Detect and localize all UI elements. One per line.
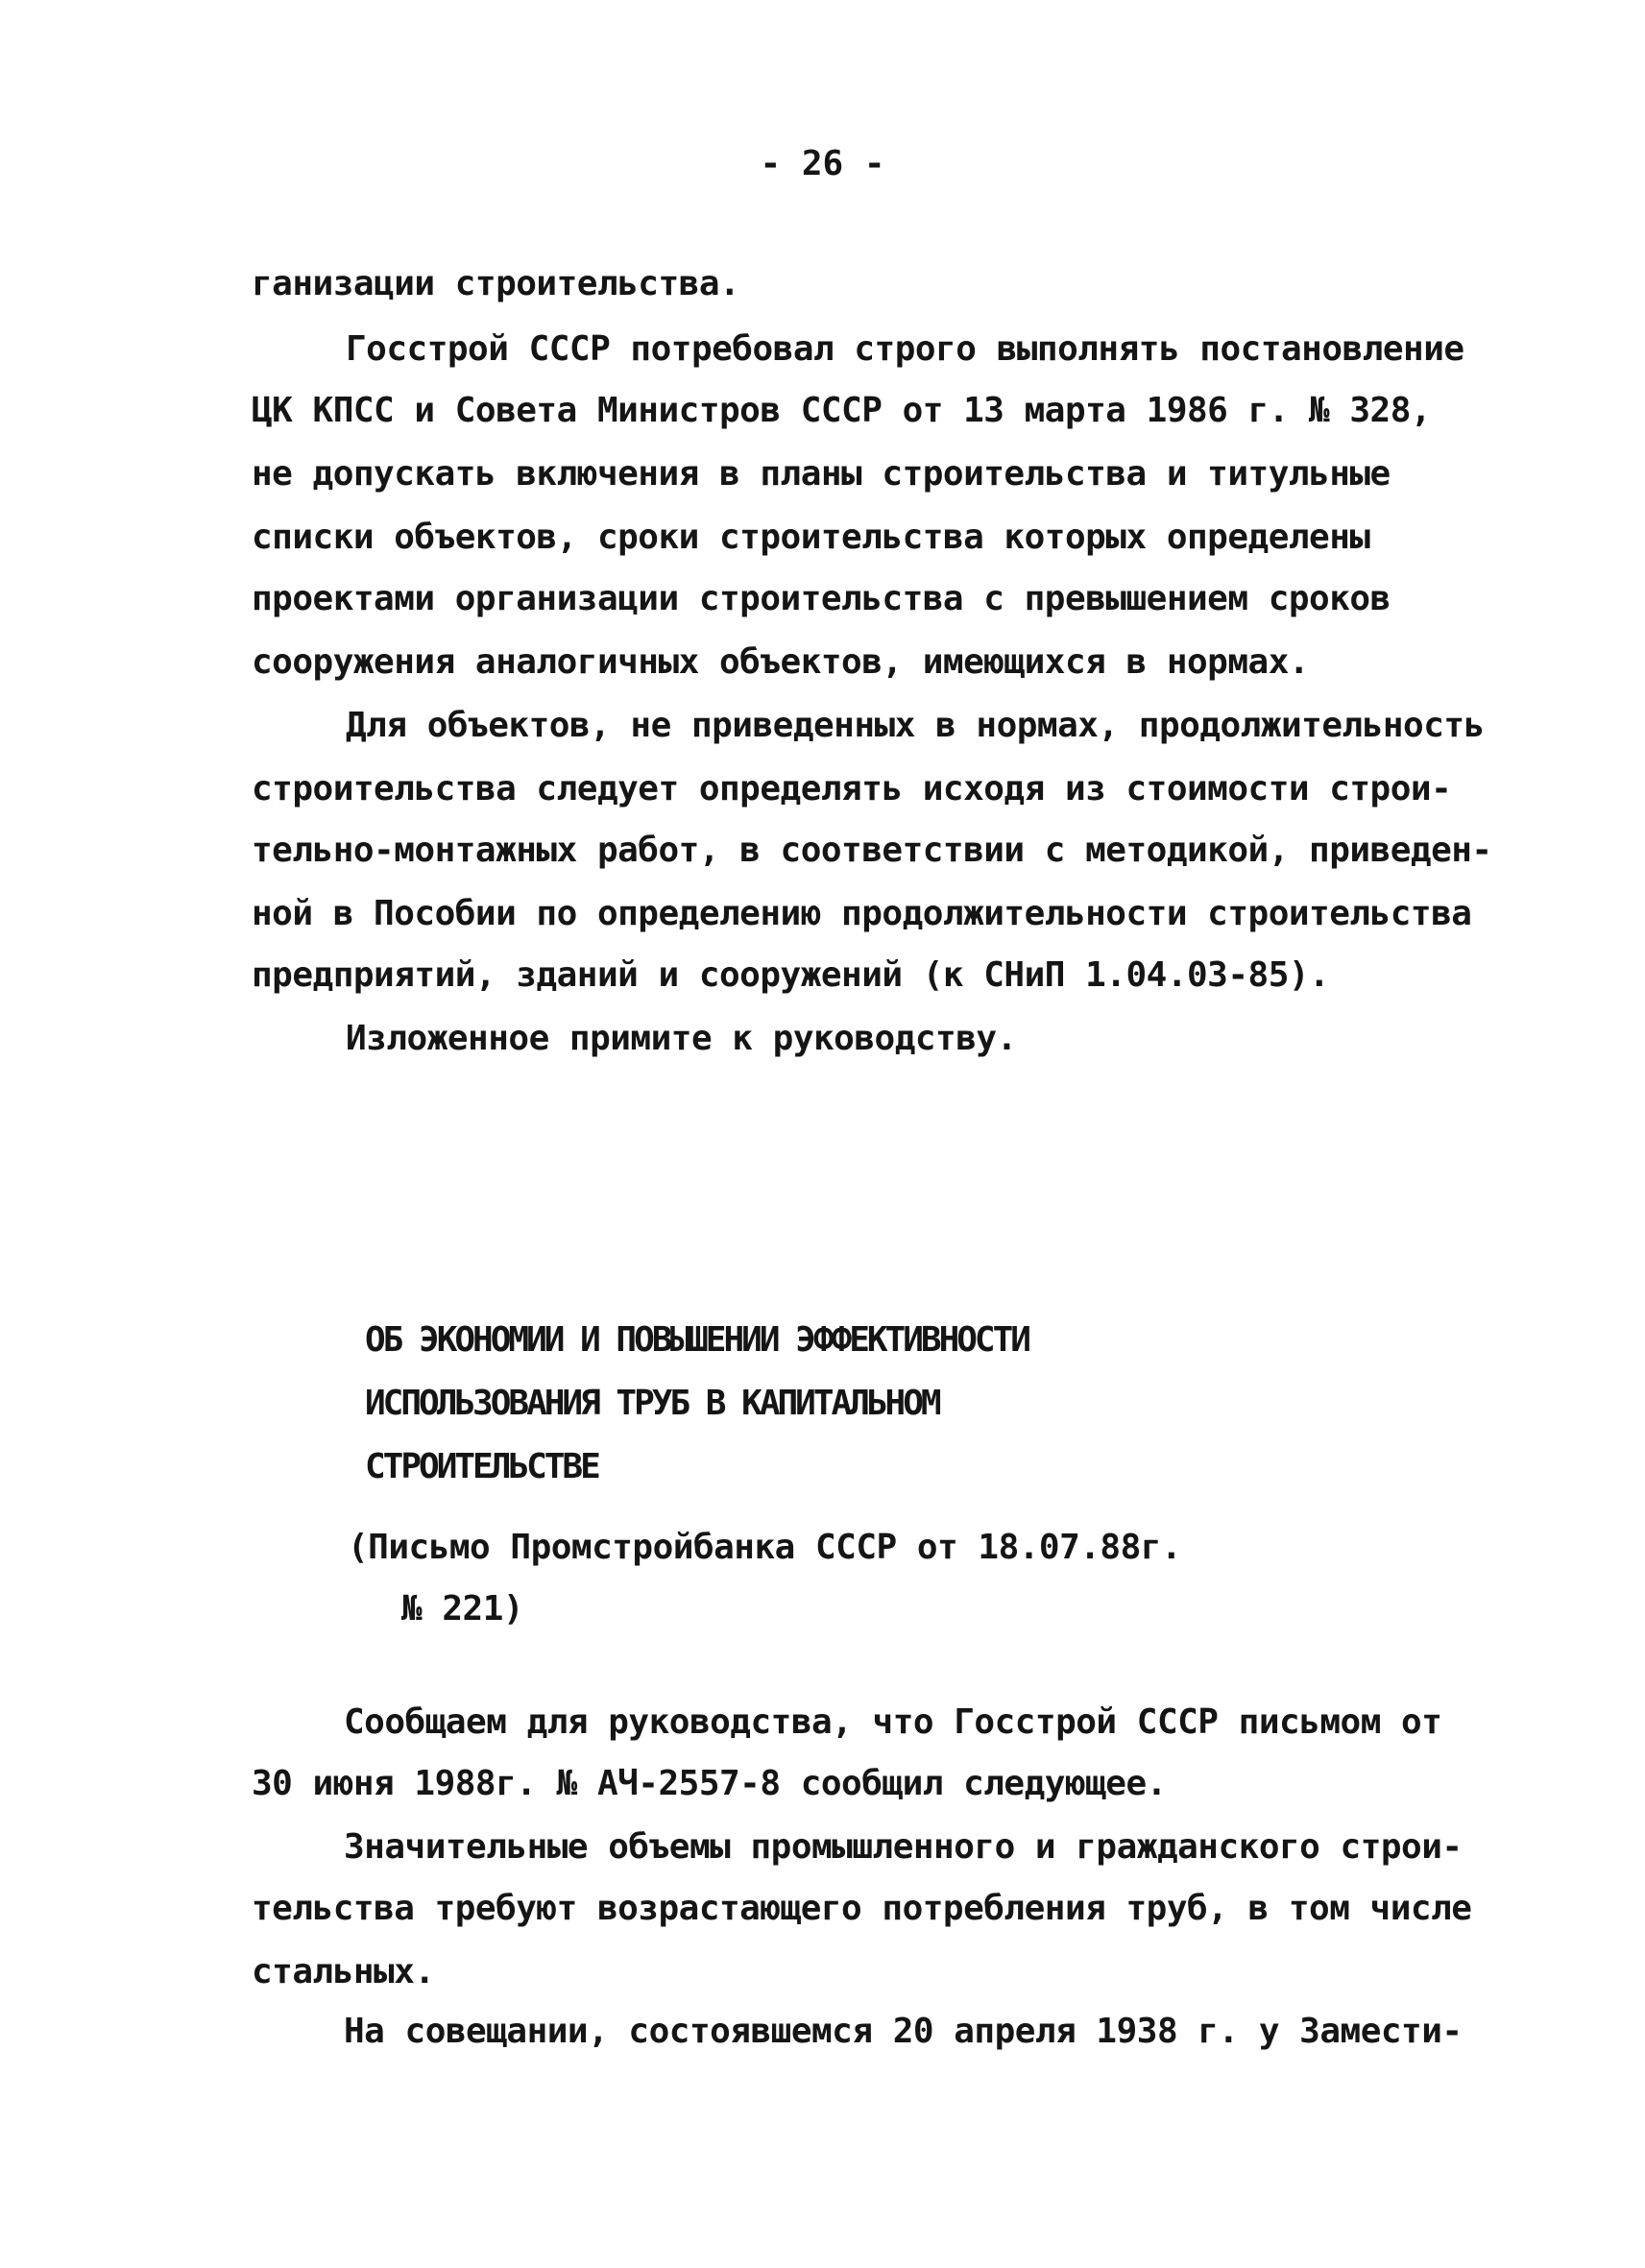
text-line: предприятий, зданий и сооружений (к СНиП 1.04.03-85). xyxy=(252,955,1330,995)
text-line: тельства требуют возрастающего потребления труб, в том числе xyxy=(252,1889,1472,1928)
text-line: проектами организации строительства с превышением сроков xyxy=(252,579,1391,618)
text-line: Для объектов, не приведенных в нормах, продолжительность xyxy=(346,706,1485,745)
heading-line: ОБ ЭКОНОМИИ И ПОВЫШЕНИИ ЭФФЕКТИВНОСТИ xyxy=(365,1320,1028,1360)
text-line: 30 июня 1988г. № АЧ-2557-8 сообщил следующее. xyxy=(252,1764,1167,1803)
text-line: Сообщаем для руководства, что Госстрой СССР письмом от xyxy=(344,1702,1442,1742)
text-line: тельно-монтажных работ, в соответствии с методикой, приведен- xyxy=(252,831,1492,870)
source-line: (Письмо Промстройбанка СССР от 18.07.88г. xyxy=(348,1528,1182,1567)
text-line: не допускать включения в планы строительства и титульные xyxy=(252,454,1391,494)
text-line: сооружения аналогичных объектов, имеющихся в нормах. xyxy=(252,642,1310,682)
text-line: строительства следует определять исходя из стоимости строи- xyxy=(252,769,1452,808)
text-line: Госстрой СССР потребовал строго выполнять постановление xyxy=(346,329,1464,369)
page-number: - 26 - xyxy=(760,144,885,183)
text-line: стальных. xyxy=(252,1952,435,1991)
text-line: списки объектов, сроки строительства которых определены xyxy=(252,518,1370,557)
text-line: На совещании, состоявшемся 20 апреля 1938 г. у Замести- xyxy=(344,2012,1463,2051)
text-line: ЦК КПСС и Совета Министров СССР от 13 марта 1986 г. № 328, xyxy=(252,391,1432,430)
text-line: Изложенное примите к руководству. xyxy=(346,1019,1017,1058)
source-line: № 221) xyxy=(401,1589,524,1629)
text-line: Значительные объемы промышленного и гражданского строи- xyxy=(344,1827,1463,1867)
text-line: ганизации строительства. xyxy=(252,264,740,303)
heading-line: ИСПОЛЬЗОВАНИЯ ТРУБ В КАПИТАЛЬНОМ xyxy=(365,1384,939,1423)
text-line: ной в Пособии по определению продолжительности строительства xyxy=(252,894,1472,933)
heading-line: СТРОИТЕЛЬСТВЕ xyxy=(365,1447,598,1486)
